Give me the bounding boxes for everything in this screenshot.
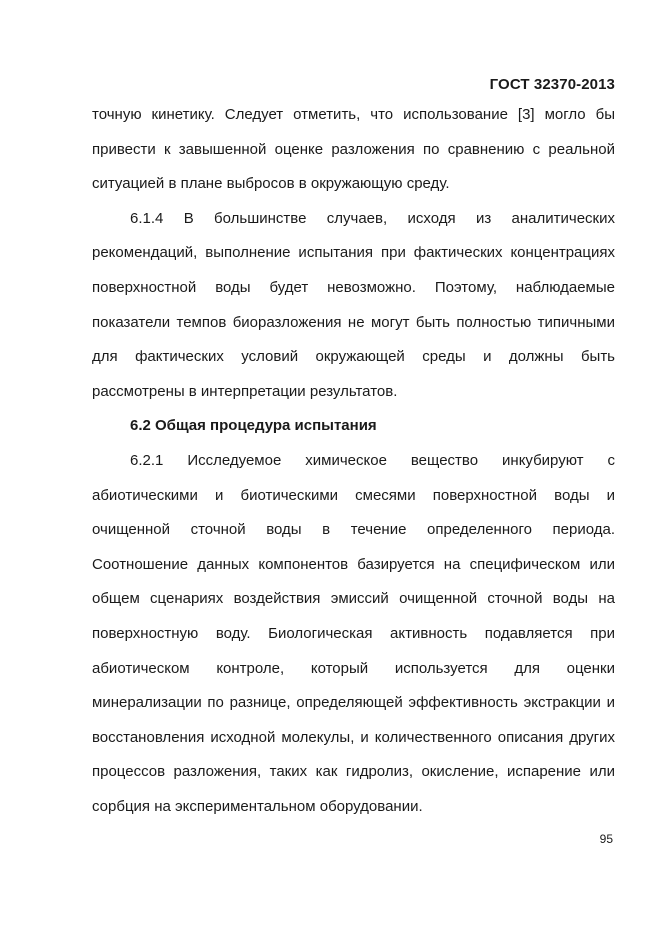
paragraph-6-1-4: 6.1.4 В большинстве случаев, исходя из аналитических рекомендаций, выполнение испытания при фактических концентрациях поверхностной воды будет невозможно. Поэтому, наблюдаемые показатели темпов биоразложения не могут быть полностью типичными для фактических условий окружающей среды и должны быть рассмотрены в интерпретации результатов. <box>92 209 615 400</box>
document-body <box>92 98 615 824</box>
paragraph-6-2-1: 6.2.1 Исследуемое химическое вещество инкубируют с абиотическими и биотическими смесями поверхностной воды и очищенной сточной воды в течение определенного периода. Соотношение данных компонентов базируется на специфическом или общем сценариях воздействия эмиссий очищенной сточной воды на поверхностную воду. Биологическая активность подавляется при абиотическом контроле, который используется для оценки минерализации по разнице, определяющей эффективность экстракции и восстановления исходной молекулы, и количественного описания других процессов разложения, таких как гидролиз, окисление, испарение или сорбция на экспериментальном оборудовании. <box>92 451 615 815</box>
paragraph-continuation: точную кинетику. Следует отметить, что использование [3] могло бы привести к завышенной оценке разложения по сравнению с реальной ситуацией в плане выбросов в окружающую среду. <box>92 106 615 193</box>
section-heading-6-2: 6.2 Общая процедура испытания <box>130 417 377 435</box>
page-number: 95 <box>599 832 613 846</box>
document-standard-header: ГОСТ 32370-2013 <box>489 76 615 93</box>
